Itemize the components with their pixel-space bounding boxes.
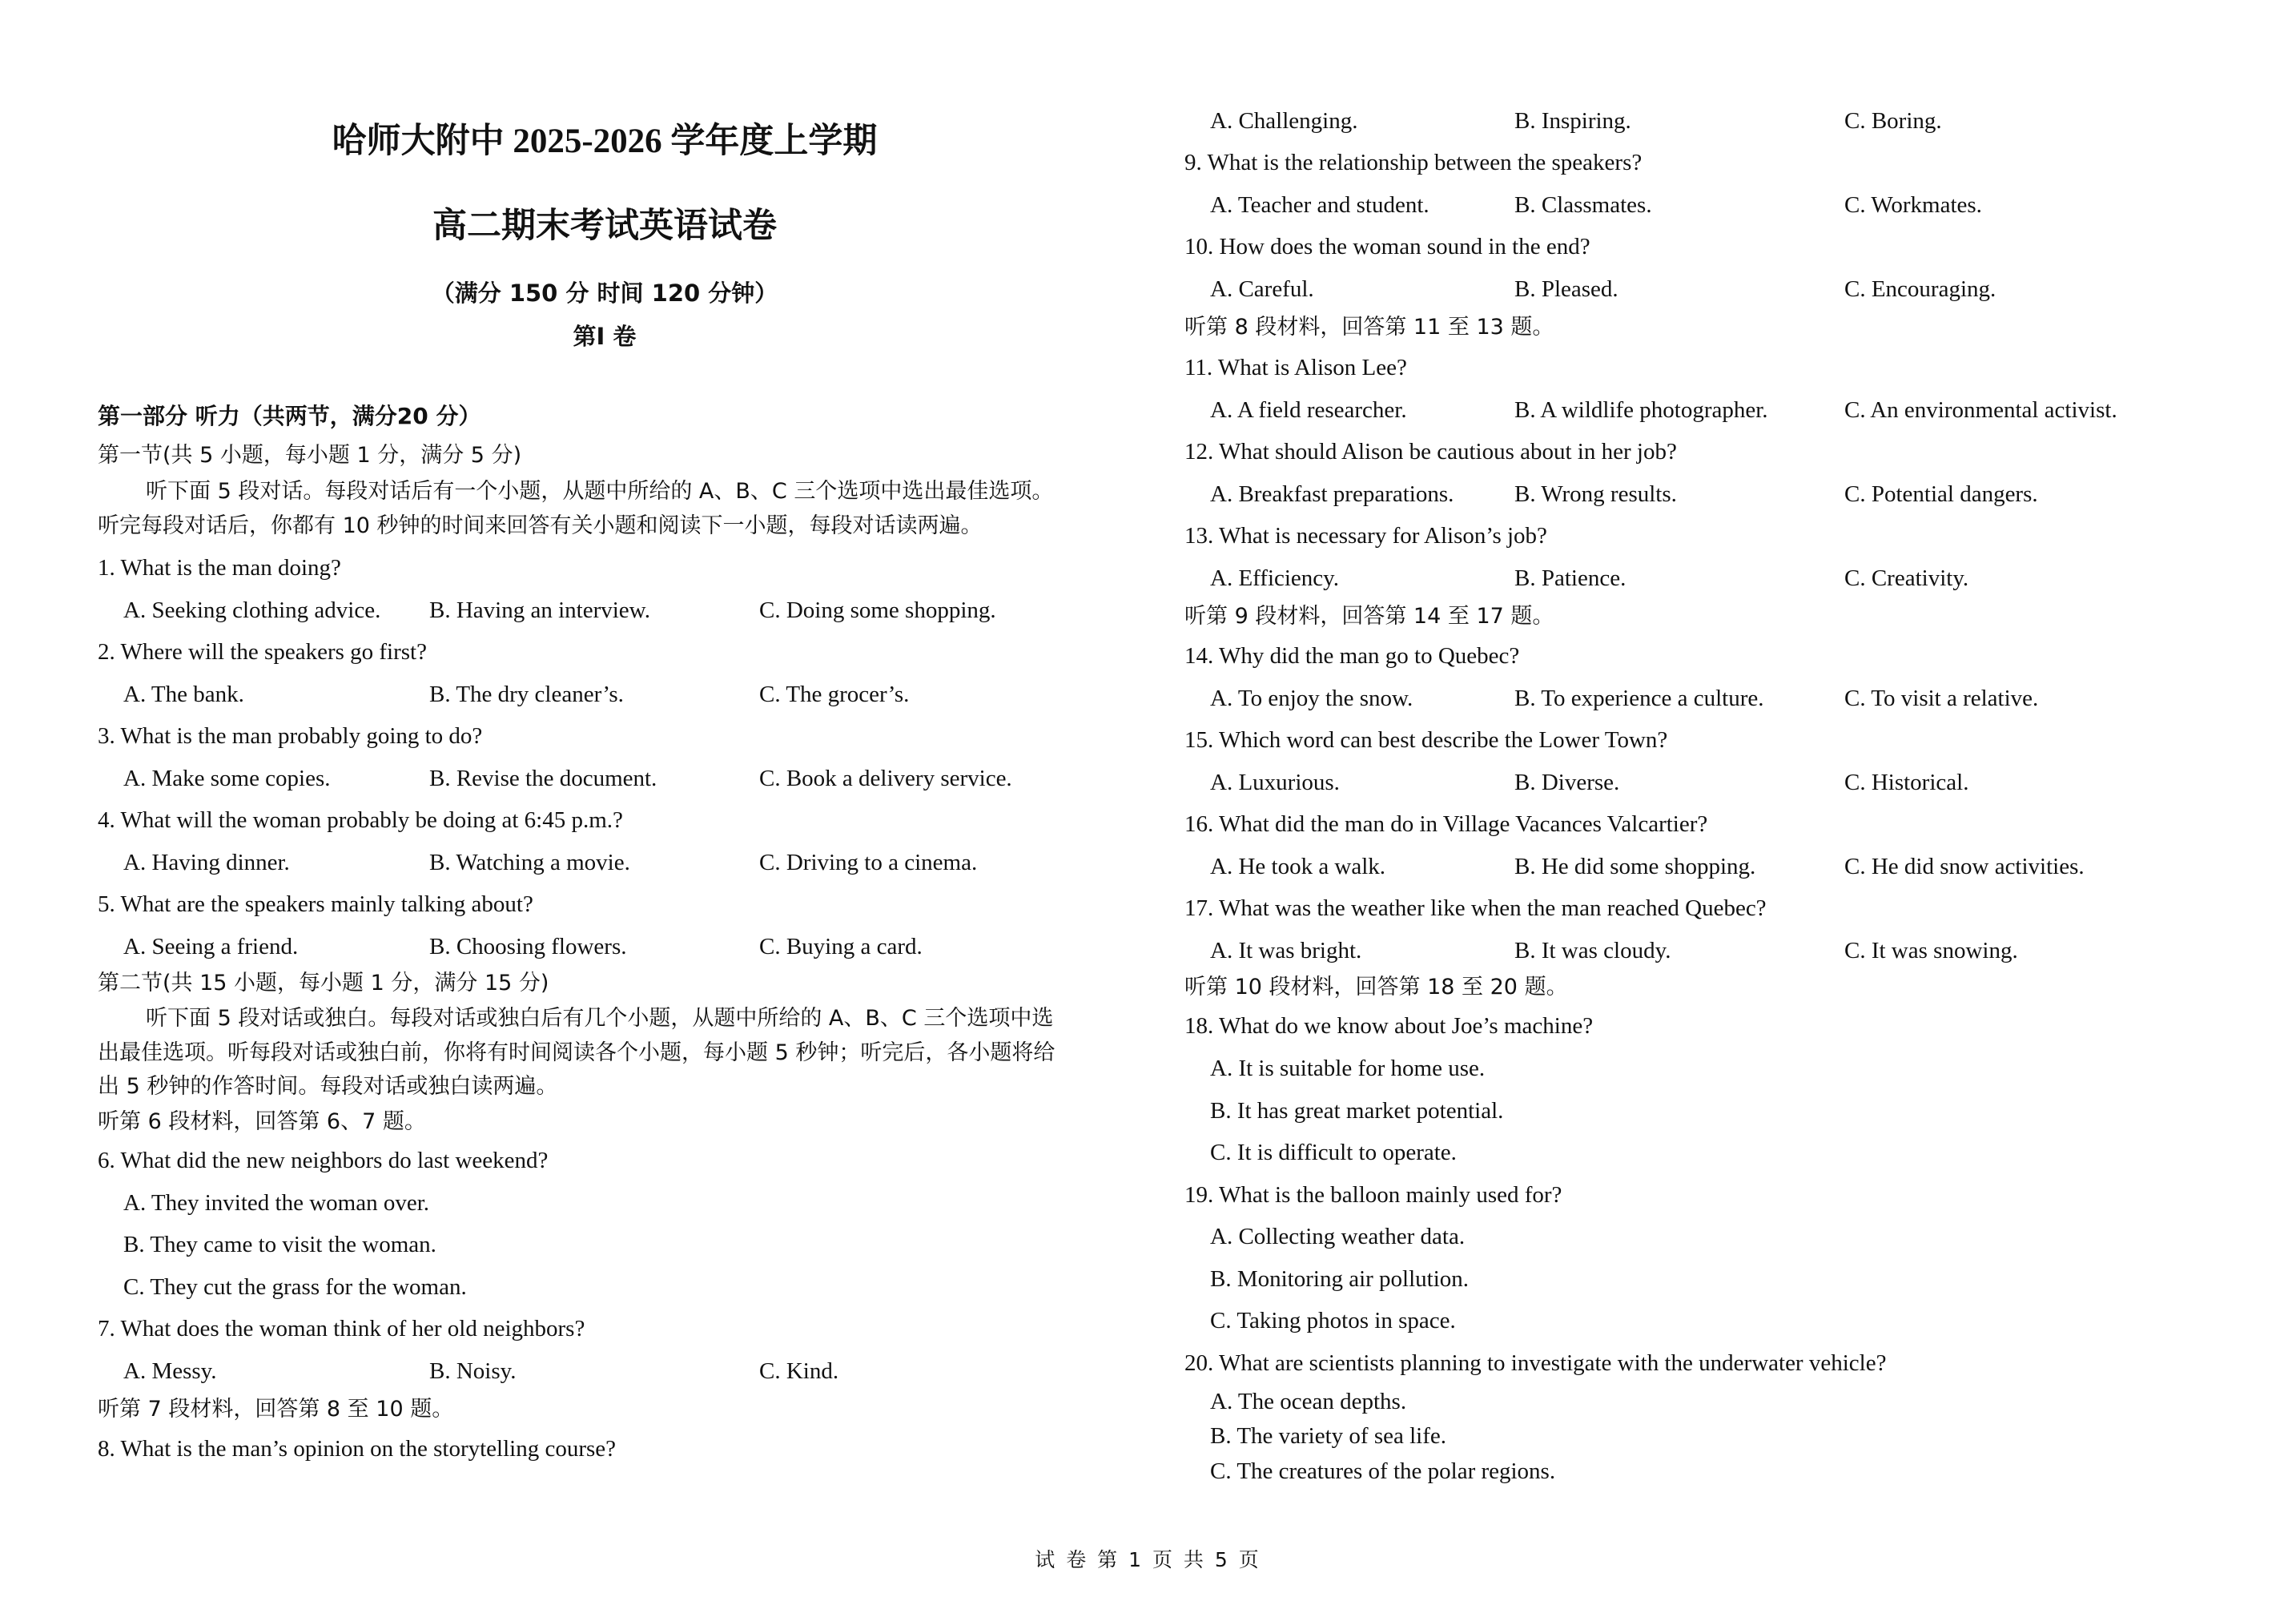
question-3-option-a: A. Make some copies. bbox=[123, 766, 331, 791]
question-11-option-c: C. An environmental activist. bbox=[1844, 397, 2117, 423]
material-7-note: 听第 7 段材料，回答第 8 至 10 题。 bbox=[98, 1397, 454, 1422]
question-20-option-b: B. The variety of sea life. bbox=[1210, 1423, 1446, 1449]
question-2-option-b: B. The dry cleaner’s. bbox=[429, 682, 624, 707]
question-9-option-a: A. Teacher and student. bbox=[1210, 192, 1429, 218]
question-5-option-c: C. Buying a card. bbox=[759, 934, 923, 959]
question-2-stem: 2. Where will the speakers go first? bbox=[98, 639, 427, 665]
exam-title-line2: 高二期末考试英语试卷 bbox=[432, 207, 777, 245]
question-20-option-a: A. The ocean depths. bbox=[1210, 1389, 1407, 1414]
question-18-stem: 18. What do we know about Joe’s machine? bbox=[1184, 1013, 1594, 1039]
question-15-stem: 15. Which word can best describe the Lower Town? bbox=[1184, 727, 1668, 753]
question-16-option-b: B. He did some shopping. bbox=[1514, 854, 1756, 879]
question-8-option-c: C. Boring. bbox=[1844, 108, 1942, 134]
question-6-option-b: B. They came to visit the woman. bbox=[123, 1232, 436, 1257]
question-12-option-c: C. Potential dangers. bbox=[1844, 481, 2038, 507]
question-18-option-c: C. It is difficult to operate. bbox=[1210, 1140, 1457, 1165]
question-14-option-c: C. To visit a relative. bbox=[1844, 686, 2039, 711]
question-3-option-c: C. Book a delivery service. bbox=[759, 766, 1012, 791]
question-7-option-b: B. Noisy. bbox=[429, 1358, 517, 1384]
question-5-option-a: A. Seeing a friend. bbox=[123, 934, 299, 959]
volume-label: 第Ⅰ 卷 bbox=[573, 323, 637, 350]
material-9-note: 听第 9 段材料，回答第 14 至 17 题。 bbox=[1184, 604, 1554, 629]
question-2-option-c: C. The grocer’s. bbox=[759, 682, 910, 707]
section1-heading: 第一节(共 5 小题，每小题 1 分，满分 5 分) bbox=[98, 443, 522, 468]
question-11-stem: 11. What is Alison Lee? bbox=[1184, 355, 1407, 380]
material-6-note: 听第 6 段材料，回答第 6、7 题。 bbox=[98, 1109, 426, 1134]
question-19-option-a: A. Collecting weather data. bbox=[1210, 1224, 1466, 1249]
question-10-option-c: C. Encouraging. bbox=[1844, 276, 1996, 302]
question-15-option-a: A. Luxurious. bbox=[1210, 770, 1340, 795]
question-18-option-a: A. It is suitable for home use. bbox=[1210, 1056, 1486, 1081]
question-16-stem: 16. What did the man do in Village Vacances Valcartier? bbox=[1184, 811, 1708, 837]
question-14-stem: 14. Why did the man go to Quebec? bbox=[1184, 643, 1520, 669]
question-18-option-b: B. It has great market potential. bbox=[1210, 1098, 1504, 1124]
question-9-stem: 9. What is the relationship between the speakers? bbox=[1184, 150, 1643, 175]
question-1-option-c: C. Doing some shopping. bbox=[759, 597, 996, 623]
question-13-option-c: C. Creativity. bbox=[1844, 565, 1969, 591]
section2-instructions-line3: 出 5 秒钟的作答时间。每段对话或独白读两遍。 bbox=[98, 1074, 558, 1099]
question-5-option-b: B. Choosing flowers. bbox=[429, 934, 627, 959]
question-4-option-a: A. Having dinner. bbox=[123, 850, 290, 875]
question-1-stem: 1. What is the man doing? bbox=[98, 555, 341, 581]
question-7-option-c: C. Kind. bbox=[759, 1358, 839, 1384]
question-19-stem: 19. What is the balloon mainly used for? bbox=[1184, 1182, 1562, 1208]
material-8-note: 听第 8 段材料，回答第 11 至 13 题。 bbox=[1184, 315, 1554, 340]
question-13-stem: 13. What is necessary for Alison’s job? bbox=[1184, 523, 1547, 549]
question-17-option-c: C. It was snowing. bbox=[1844, 938, 2018, 963]
question-12-option-b: B. Wrong results. bbox=[1514, 481, 1677, 507]
question-12-stem: 12. What should Alison be cautious about in her job? bbox=[1184, 439, 1677, 465]
question-13-option-b: B. Patience. bbox=[1514, 565, 1627, 591]
score-time-note: （满分 150 分 时间 120 分钟） bbox=[431, 280, 778, 307]
question-19-option-c: C. Taking photos in space. bbox=[1210, 1308, 1456, 1333]
question-15-option-b: B. Diverse. bbox=[1514, 770, 1620, 795]
question-17-option-a: A. It was bright. bbox=[1210, 938, 1362, 963]
question-6-stem: 6. What did the new neighbors do last weekend? bbox=[98, 1148, 549, 1173]
question-4-option-c: C. Driving to a cinema. bbox=[759, 850, 978, 875]
exam-title-line1: 哈师大附中 2025-2026 学年度上学期 bbox=[332, 123, 878, 160]
question-9-option-b: B. Classmates. bbox=[1514, 192, 1652, 218]
question-11-option-b: B. A wildlife photographer. bbox=[1514, 397, 1768, 423]
section2-heading: 第二节(共 15 小题，每小题 1 分，满分 15 分) bbox=[98, 971, 549, 996]
question-10-option-a: A. Careful. bbox=[1210, 276, 1314, 302]
question-4-option-b: B. Watching a movie. bbox=[429, 850, 630, 875]
question-8-stem: 8. What is the man’s opinion on the storytelling course? bbox=[98, 1436, 617, 1462]
question-20-stem: 20. What are scientists planning to investigate with the underwater vehicle? bbox=[1184, 1350, 1887, 1376]
question-20-option-c: C. The creatures of the polar regions. bbox=[1210, 1458, 1556, 1484]
section1-instructions-line1: 听下面 5 段对话。每段对话后有一个小题，从题中所给的 A、B、C 三个选项中选出最佳选项。 bbox=[146, 479, 1054, 504]
question-14-option-b: B. To experience a culture. bbox=[1514, 686, 1764, 711]
page-footer: 试 卷 第 1 页 共 5 页 bbox=[1035, 1548, 1261, 1571]
question-11-option-a: A. A field researcher. bbox=[1210, 397, 1407, 423]
section2-instructions-line1: 听下面 5 段对话或独白。每段对话或独白后有几个小题，从题中所给的 A、B、C 三个选项中选 bbox=[146, 1006, 1054, 1031]
question-1-option-a: A. Seeking clothing advice. bbox=[123, 597, 381, 623]
material-10-note: 听第 10 段材料，回答第 18 至 20 题。 bbox=[1184, 975, 1568, 1000]
question-15-option-c: C. Historical. bbox=[1844, 770, 1969, 795]
question-3-option-b: B. Revise the document. bbox=[429, 766, 657, 791]
question-12-option-a: A. Breakfast preparations. bbox=[1210, 481, 1454, 507]
question-10-stem: 10. How does the woman sound in the end? bbox=[1184, 234, 1590, 259]
question-17-stem: 17. What was the weather like when the man reached Quebec? bbox=[1184, 895, 1767, 921]
question-19-option-b: B. Monitoring air pollution. bbox=[1210, 1266, 1470, 1292]
question-2-option-a: A. The bank. bbox=[123, 682, 244, 707]
section2-instructions-line2: 出最佳选项。听每段对话或独白前，你将有时间阅读各个小题，每小题 5 秒钟；听完后，各小题将给 bbox=[98, 1040, 1056, 1065]
question-16-option-c: C. He did snow activities. bbox=[1844, 854, 2085, 879]
question-5-stem: 5. What are the speakers mainly talking about? bbox=[98, 891, 533, 917]
question-6-option-c: C. They cut the grass for the woman. bbox=[123, 1274, 467, 1300]
question-16-option-a: A. He took a walk. bbox=[1210, 854, 1386, 879]
question-8-option-b: B. Inspiring. bbox=[1514, 108, 1631, 134]
part1-heading: 第一部分 听力（共两节，满分20 分） bbox=[98, 403, 481, 429]
question-14-option-a: A. To enjoy the snow. bbox=[1210, 686, 1413, 711]
question-4-stem: 4. What will the woman probably be doing at 6:45 p.m.? bbox=[98, 807, 623, 833]
question-9-option-c: C. Workmates. bbox=[1844, 192, 1982, 218]
section1-instructions-line2: 听完每段对话后，你都有 10 秒钟的时间来回答有关小题和阅读下一小题，每段对话读两遍。 bbox=[98, 513, 983, 538]
question-7-option-a: A. Messy. bbox=[123, 1358, 217, 1384]
question-17-option-b: B. It was cloudy. bbox=[1514, 938, 1671, 963]
question-1-option-b: B. Having an interview. bbox=[429, 597, 650, 623]
question-6-option-a: A. They invited the woman over. bbox=[123, 1190, 430, 1216]
question-10-option-b: B. Pleased. bbox=[1514, 276, 1618, 302]
question-7-stem: 7. What does the woman think of her old neighbors? bbox=[98, 1316, 585, 1341]
question-8-option-a: A. Challenging. bbox=[1210, 108, 1358, 134]
question-13-option-a: A. Efficiency. bbox=[1210, 565, 1340, 591]
question-3-stem: 3. What is the man probably going to do? bbox=[98, 723, 483, 749]
